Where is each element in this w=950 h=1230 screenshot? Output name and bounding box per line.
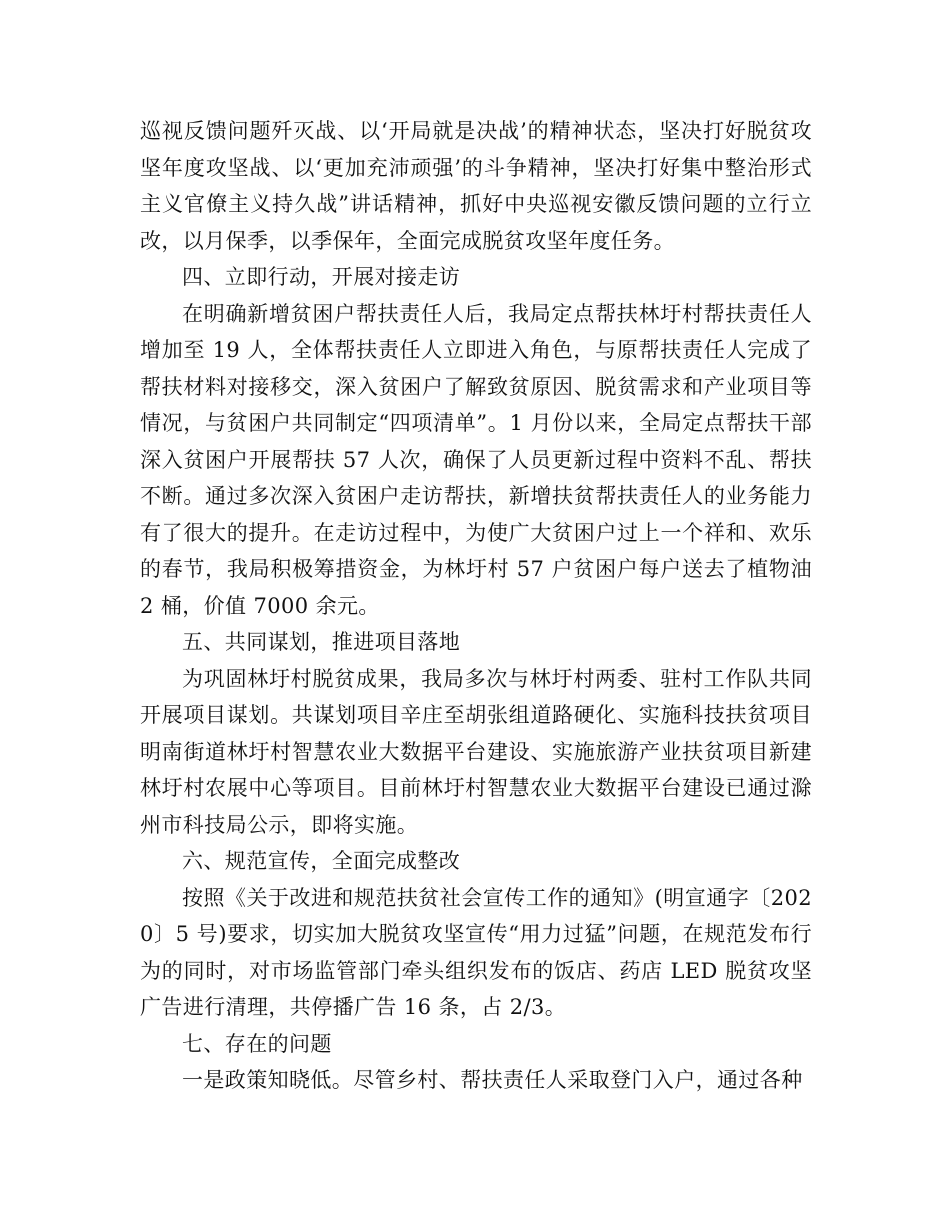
document-body: [140, 113, 812, 1099]
section-heading-5: 五、共同谋划，推进项目落地: [182, 630, 461, 654]
paragraph-continued: 巡视反馈问题歼灭战、以‘开局就是决战’的精神状态，坚决打好脱贫攻坚年度攻坚战、以‘更加充沛顽强’的斗争精神，坚决打好集中整治形式主义官僚主义持久战”讲话精神，抓好中央巡视安徽反馈问题的立行立改，以月保季，以季保年，全面完成脱贫攻坚年度任务。: [140, 119, 812, 253]
section-heading-7: 七、存在的问题: [182, 1031, 332, 1056]
paragraph-publicity: 按照《关于改进和规范扶贫社会宣传工作的通知》(明宣通字〔2020〕5 号)要求，切实加大脱贫攻坚宣传“用力过猛”问题，在规范发布行为的同时，对市场监管部门牵头组织发布的饭店、药店 LED 脱贫攻坚广告进行清理，共停播广告 16 条，占 2/3。: [140, 885, 812, 1019]
section-heading-4: 四、立即行动，开展对接走访: [182, 265, 461, 289]
paragraph-problems: 一是政策知晓低。尽管乡村、帮扶责任人采取登门入户，通过各种: [182, 1068, 803, 1092]
section-heading-6: 六、规范宣传，全面完成整改: [182, 849, 461, 873]
paragraph-projects: 为巩固林圩村脱贫成果，我局多次与林圩村两委、驻村工作队共同开展项目谋划。共谋划项目辛庄至胡张组道路硬化、实施科技扶贫项目明南街道林圩村智慧农业大数据平台建设、实施旅游产业扶贫项目新建林圩村农展中心等项目。目前林圩村智慧农业大数据平台建设已通过滁州市科技局公示，即将实施。: [140, 666, 812, 837]
paragraph-visits: 在明确新增贫困户帮扶责任人后，我局定点帮扶林圩村帮扶责任人增加至 19 人，全体帮扶责任人立即进入角色，与原帮扶责任人完成了帮扶材料对接移交，深入贫困户了解致贫原因、脱贫需求和产业项目等情况，与贫困户共同制定“四项清单”。1 月份以来，全局定点帮扶干部深入贫困户开展帮扶 57 人次，确保了人员更新过程中资料不乱、帮扶不断。通过多次深入贫困户走访帮扶，新增扶贫帮扶责任人的业务能力有了很大的提升。在走访过程中，为使广大贫困户过上一个祥和、欢乐的春节，我局积极筹措资金，为林圩村 57 户贫困户每户送去了植物油 2 桶，价值 7000 余元。: [140, 301, 812, 618]
